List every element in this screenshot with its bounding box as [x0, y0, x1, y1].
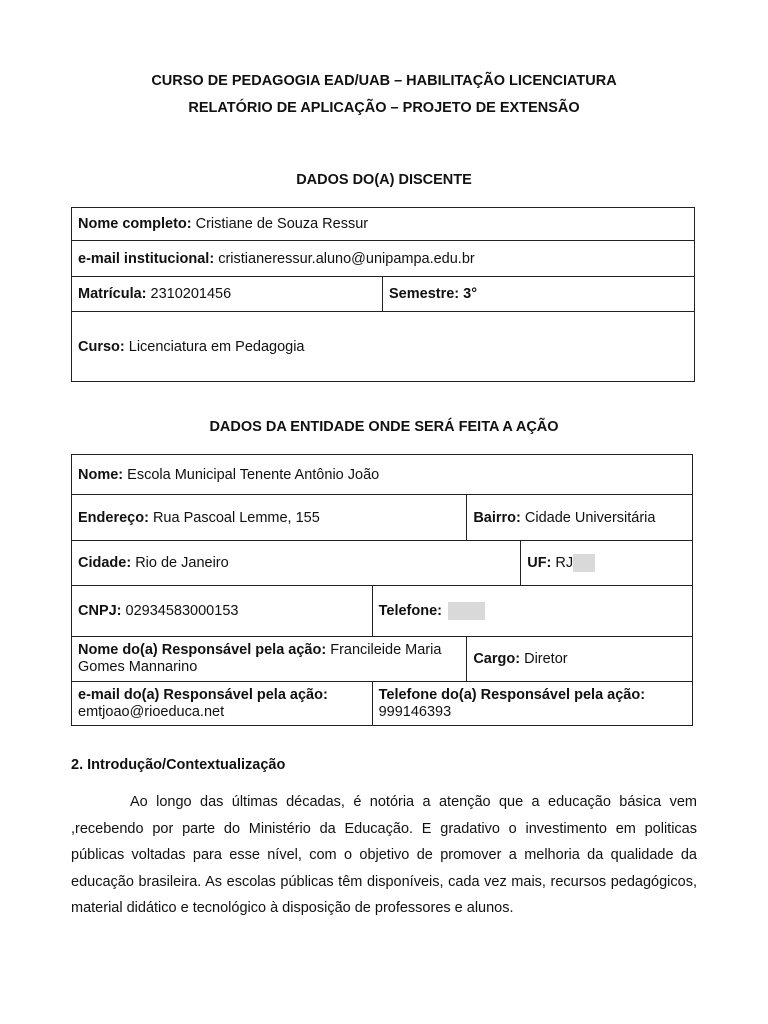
- matricula-label: Matrícula:: [78, 286, 147, 302]
- table-row: [72, 495, 693, 541]
- telefone-responsavel-cell: [372, 682, 692, 726]
- email-responsavel-label: e-mail do(a) Responsável pela ação:: [78, 686, 328, 703]
- email-institucional-label: e-mail institucional:: [78, 250, 215, 267]
- uf-value: RJ: [551, 554, 574, 571]
- curso-value: Licenciatura em Pedagogia: [124, 338, 305, 355]
- bairro-value: Cidade Universitária: [520, 509, 656, 526]
- responsavel-value: Francileide Maria Gomes Mannarino: [78, 642, 442, 675]
- cidade-label: Cidade:: [78, 555, 132, 571]
- cargo-label: Cargo:: [473, 651, 521, 667]
- discente-section-title: DADOS DO(A) DISCENTE: [296, 172, 472, 188]
- table-row: [72, 586, 693, 637]
- telefone-responsavel-label: Telefone do(a) Responsável pela ação:: [378, 686, 646, 703]
- cnpj-cell: [72, 586, 373, 637]
- header-title-line2: RELATÓRIO DE APLICAÇÃO – PROJETO DE EXTENSÃO: [188, 100, 580, 116]
- email-institucional-cell: [72, 241, 695, 277]
- endereco-cell: [72, 495, 467, 541]
- bairro-cell: [467, 495, 693, 541]
- nome-completo-value: Cristiane de Souza Ressur: [191, 216, 369, 232]
- intro-heading: 2. Introdução/Contextualização: [71, 757, 286, 773]
- table-row: [72, 541, 693, 586]
- cnpj-label: CNPJ:: [78, 603, 122, 619]
- discente-table: [71, 207, 695, 382]
- curso-label: Curso:: [78, 338, 125, 355]
- email-responsavel-cell: [72, 682, 373, 726]
- table-row: [72, 208, 695, 241]
- table-row: [72, 682, 693, 726]
- cidade-value: Rio de Janeiro: [131, 555, 229, 571]
- uf-cell: [521, 541, 693, 586]
- endereco-value: Rua Pascoal Lemme, 155: [148, 509, 320, 526]
- table-row: [72, 277, 695, 312]
- matricula-cell: [72, 277, 383, 312]
- header-title-line1: CURSO DE PEDAGOGIA EAD/UAB – HABILITAÇÃO LICENCIATURA: [151, 73, 617, 89]
- semestre-cell: [383, 277, 695, 312]
- nome-completo-cell: [72, 208, 695, 241]
- telefone-cell: [372, 586, 692, 637]
- entidade-nome-value: Escola Municipal Tenente Antônio João: [123, 466, 380, 483]
- cnpj-value: 02934583000153: [121, 603, 239, 619]
- table-row: [72, 241, 695, 277]
- cidade-cell: [72, 541, 521, 586]
- entidade-section-title: DADOS DA ENTIDADE ONDE SERÁ FEITA A AÇÃO: [209, 419, 559, 435]
- curso-cell: [72, 312, 695, 382]
- entidade-table: [71, 454, 693, 726]
- endereco-label: Endereço:: [78, 509, 149, 526]
- responsavel-cell: [72, 637, 467, 682]
- email-institucional-value: cristianeressur.aluno@unipampa.edu.br: [214, 250, 475, 267]
- bairro-label: Bairro:: [473, 509, 521, 526]
- telefone-label: Telefone:: [378, 602, 442, 619]
- redaction-block: [573, 554, 595, 572]
- table-row: [72, 637, 693, 682]
- responsavel-label: Nome do(a) Responsável pela ação:: [78, 642, 327, 658]
- email-responsavel-value: emtjoao@rioeduca.net: [78, 703, 225, 720]
- table-row: [72, 455, 693, 495]
- semestre-label: Semestre: 3°: [389, 286, 478, 302]
- cargo-cell: [467, 637, 693, 682]
- telefone-responsavel-value: 999146393: [378, 703, 452, 720]
- intro-paragraph: Ao longo das últimas décadas, é notória a atenção que a educação básica vem ,recebendo por parte do Ministério da Educação. E gradativo o investimento em politicas públicas voltadas para esse nível, com o objetivo de promover a melhoria da qualidade da educação brasileira. As escolas públicas têm disponíveis, cada vez mais, recursos pedagógicos, material didático e tecnológico à disposição de professores e alunos.: [71, 794, 697, 916]
- entidade-nome-label: Nome:: [78, 466, 124, 483]
- table-row: [72, 312, 695, 382]
- uf-label: UF:: [527, 554, 552, 571]
- redaction-block: [448, 602, 485, 620]
- nome-completo-label: Nome completo:: [78, 216, 192, 232]
- entidade-nome-cell: [72, 455, 693, 495]
- matricula-value: 2310201456: [146, 286, 232, 302]
- cargo-value: Diretor: [520, 651, 568, 667]
